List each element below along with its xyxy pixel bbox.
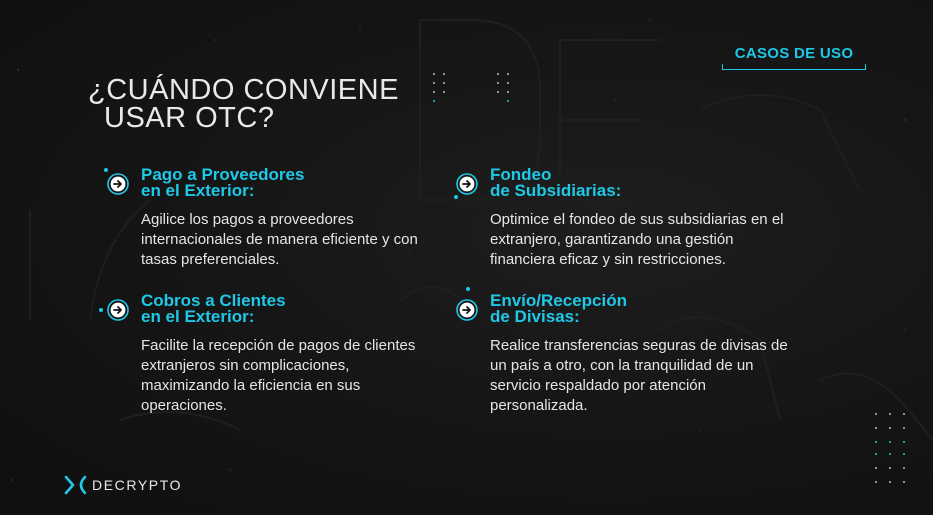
section-tag: CASOS DE USO (734, 45, 854, 62)
card-heading: Cobros a Clientes en el Exterior: (141, 291, 286, 326)
accent-dot (99, 308, 103, 312)
card-heading: Fondeo de Subsidiarias: (490, 165, 622, 200)
accent-dot (466, 287, 470, 291)
card-heading: Pago a Proveedores en el Exterior: (141, 165, 305, 200)
card-description: Optimice el fondeo de sus subsidiarias en el extranjero, garantizando una gestión financiera eficaz y sin restricciones. (490, 211, 784, 268)
brand-name: DECRYPTO (92, 477, 183, 493)
arrow-right-circle-icon (456, 173, 478, 195)
page-title-line1: ¿CUÁNDO CONVIENE (88, 74, 399, 106)
card-description: Realice transferencias seguras de divisas de un país a otro, con la tranquilidad de un servicio respaldado por atención personalizada. (490, 337, 788, 414)
accent-dot (104, 168, 108, 172)
page-title-line2: USAR OTC? (104, 102, 275, 134)
accent-dot (454, 195, 458, 199)
page-title (88, 76, 399, 132)
card-description: Facilite la recepción de pagos de clientes extranjeros sin complicaciones, maximizando la eficiencia en sus operaciones. (141, 337, 416, 414)
dot-grid-decoration (868, 408, 918, 498)
card-description: Agilice los pagos a proveedores internacionales de manera eficiente y con tasas preferenciales. (141, 211, 418, 268)
card-heading: Envío/Recepción de Divisas: (490, 291, 627, 326)
section-tag-underline (722, 64, 866, 70)
decrypto-logo-icon (64, 475, 88, 495)
arrow-right-circle-icon (107, 299, 129, 321)
brand-logo (64, 474, 182, 496)
arrow-right-circle-icon (456, 299, 478, 321)
dot-grid-decoration (428, 70, 528, 106)
arrow-right-circle-icon (107, 173, 129, 195)
